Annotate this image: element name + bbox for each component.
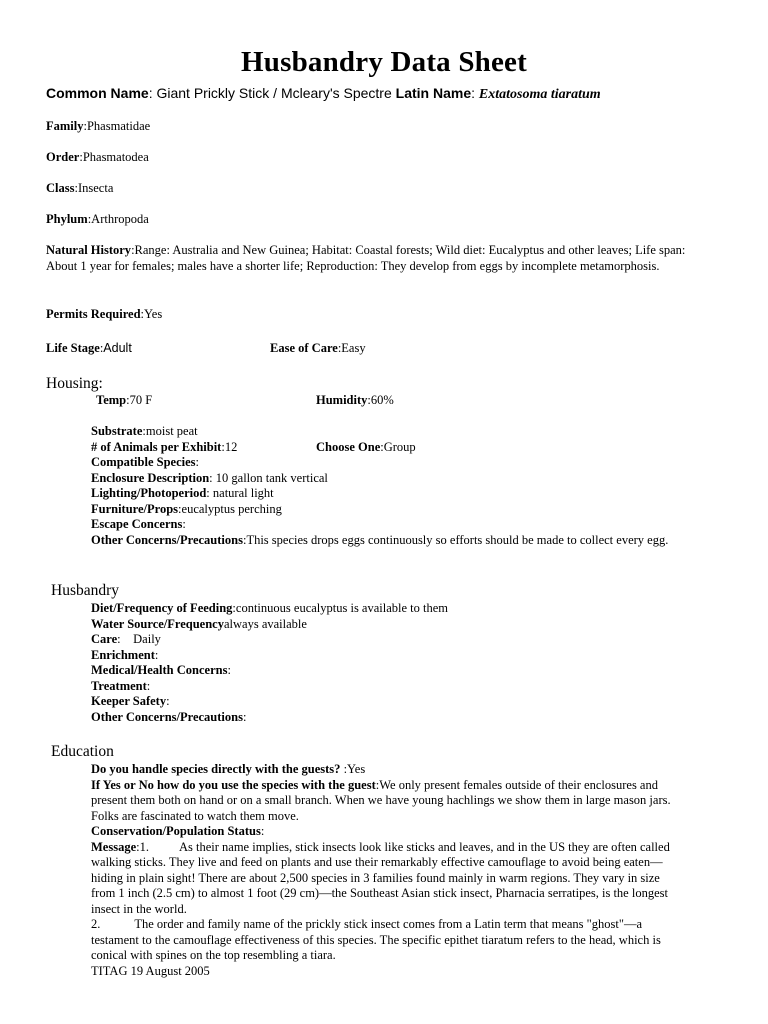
handle-row <box>91 762 681 778</box>
escape-label: Escape Concerns <box>91 517 183 531</box>
family-row: Family:Phasmatidae <box>46 119 151 133</box>
name-line: Common Name: Giant Prickly Stick / Mcleary's Spectre Latin Name: Extatosoma tiaratum <box>46 85 601 102</box>
latin-name-value: Extatosoma tiaratum <box>478 87 601 102</box>
medical-label: Medical/Health Concerns <box>91 663 228 677</box>
order-value: Phasmatodea <box>82 150 149 164</box>
lighting-row: Lighting/Photoperiod: natural light <box>91 486 274 500</box>
permits-value: Yes <box>144 307 163 321</box>
common-name-value: Giant Prickly Stick / Mcleary's Spectre <box>156 85 392 101</box>
message-2-text: The order and family name of the prickly stick insect comes from a Latin term that means "ghost"—a testament to the camouflage effectiveness of this species. The specific epithet tiaratum refers to the head, which is conical with spines on the top resembling a tiara. <box>91 917 661 962</box>
message-1-text: As their name implies, stick insects look like sticks and leaves, and in the US they are often called walking sticks. They live and feed on plants and use their remarkably effective camouflage to avoid being eaten—hiding in plain sight! There are about 2,500 species in 3 families found mainly in warm regions. They vary in size from 1 inch (2.5 cm) to almost 1 foot (29 cm)—the Southeast Asian stick insect, Pharnacia serratipes, is the longest insect in the world. <box>91 839 670 916</box>
natural-history-value: Range: Australia and New Guinea; Habitat: Coastal forests; Wild diet: Eucalyptus and other leaves; Life span: About 1 year for females; males have a shorter life; Reproduction: They develop from eggs by incomplete metamorphosis. <box>46 243 686 273</box>
enclosure-label: Enclosure Description <box>91 470 210 485</box>
enclosure-row: Enclosure Description: 10 gallon tank vertical <box>91 470 328 485</box>
housing-details <box>91 424 681 548</box>
handle-label: Do you handle species directly with the guests? <box>91 762 341 776</box>
message-1: Message:1. As their name implies, stick insects look like sticks and leaves, and in the US they are often called walking sticks. They live and feed on plants and use their remarkably effective camouflage to avoid being eaten—hiding in plain sight! There are about 2,500 species in 3 families found mainly in warm regions. They vary in size from 1 inch (2.5 cm) to almost 1 foot (29 cm)—the Southeast Asian stick insect, Pharnacia serratipes, is the longest insect in the world. <box>91 839 670 916</box>
temp-row: Temp:70 F <box>96 393 153 407</box>
permits-label: Permits Required <box>46 307 141 321</box>
permits-row: Permits Required:Yes <box>46 307 163 321</box>
enrichment-label: Enrichment <box>91 647 155 662</box>
natural-history-label: Natural History <box>46 243 132 257</box>
education-heading: Education <box>51 743 114 760</box>
message-1-number: 1. <box>139 839 149 854</box>
water-value: always available <box>223 616 307 631</box>
furniture-value: eucalyptus perching <box>181 501 282 516</box>
keeper-row: Keeper Safety: <box>91 694 170 708</box>
medical-row: Medical/Health Concerns: <box>91 663 231 677</box>
husbandry-other-label: Other Concerns/Precautions <box>91 709 243 724</box>
footer-note: TITAG 19 August 2005 <box>91 963 210 978</box>
message-2-number: 2. <box>91 917 101 931</box>
substrate-label: Substrate <box>91 424 143 438</box>
how-value: We only present females outside of their enclosures and present them both on hand or on a small branch. When we have young hachlings we show them in large mason jars. Folks are fascinated to watch them move. <box>91 777 671 823</box>
compatible-row: Compatible Species: <box>91 455 199 469</box>
diet-value: continuous eucalyptus is available to them <box>235 601 449 615</box>
class-label: Class <box>46 181 75 195</box>
humidity-value: 60% <box>370 393 394 407</box>
animals-value: 12 <box>224 439 238 454</box>
housing-other-value: This species drops eggs continuously so efforts should be made to collect every egg. <box>246 532 669 547</box>
husbandry-details <box>91 601 681 725</box>
furniture-row: Furniture/Props:eucalyptus perching <box>91 501 282 516</box>
choose-label: Choose One <box>316 439 381 454</box>
husbandry-other-row: Other Concerns/Precautions: <box>91 709 247 724</box>
housing-other-row: Other Concerns/Precautions:This species drops eggs continuously so efforts should be made to collect every egg. <box>91 532 669 547</box>
family-label: Family <box>46 119 84 133</box>
diet-row: Diet/Frequency of Feeding:continuous eucalyptus is available to them <box>91 601 449 615</box>
how-row: If Yes or No how do you use the species with the guest:We only present females outside of their enclosures and present them both on hand or on a small branch. When we have young hachlings we show them in large mason jars. Folks are fascinated to watch them move. <box>91 777 671 823</box>
choose-value: Group <box>383 439 416 454</box>
class-row: Class:Insecta <box>46 181 114 195</box>
education-details <box>91 762 681 979</box>
phylum-value: Arthropoda <box>91 212 149 226</box>
order-row: Order:Phasmatodea <box>46 150 149 164</box>
conservation-row: Conservation/Population Status: <box>91 824 265 838</box>
conservation-label: Conservation/Population Status <box>91 824 261 838</box>
ease-row: Ease of Care:Easy <box>270 341 366 355</box>
class-value: Insecta <box>77 181 114 195</box>
care-row: Care: Daily <box>91 632 161 646</box>
order-label: Order <box>46 150 80 164</box>
treatment-label: Treatment <box>91 678 147 693</box>
lighting-label: Lighting/Photoperiod <box>91 486 207 500</box>
care-value: Daily <box>120 632 161 646</box>
message-2 <box>91 917 681 964</box>
treatment-row: Treatment: <box>91 678 151 693</box>
substrate-value: moist peat <box>145 424 198 438</box>
common-name-label: Common Name <box>46 85 149 101</box>
ease-label: Ease of Care <box>270 341 338 355</box>
furniture-label: Furniture/Props <box>91 501 179 516</box>
escape-row: Escape Concerns: <box>91 517 186 531</box>
enrichment-row: Enrichment: <box>91 647 159 662</box>
humidity-label: Humidity <box>316 393 368 407</box>
choose-one: Choose One:Group <box>316 439 416 454</box>
ease-value: Easy <box>341 341 366 355</box>
message-label: Message <box>91 839 137 854</box>
animals-label: # of Animals per Exhibit <box>91 439 222 454</box>
animals-row: # of Animals per Exhibit:12 Choose One:Group <box>91 439 416 454</box>
phylum-row: Phylum:Arthropoda <box>46 212 149 226</box>
life-stage-row: Life Stage:Adult <box>46 341 132 355</box>
housing-heading: Housing: <box>46 375 103 392</box>
temp-label: Temp <box>96 393 127 407</box>
page-title: Husbandry Data Sheet <box>241 46 527 78</box>
diet-label: Diet/Frequency of Feeding <box>91 601 233 615</box>
natural-history: Natural History:Range: Australia and New Guinea; Habitat: Coastal forests; Wild diet: Eucalyptus and other leaves; Life span: About 1 year for females; males have a shorter life; Reproduction: They develop from eggs by incomplete metamorphosis. <box>46 243 686 273</box>
compatible-label: Compatible Species <box>91 455 196 469</box>
care-label: Care <box>91 632 118 646</box>
life-stage-value: Adult <box>103 341 132 355</box>
lighting-value: natural light <box>209 486 274 500</box>
handle-value: :Yes <box>340 762 366 776</box>
how-label: If Yes or No how do you use the species with the guest <box>91 777 376 792</box>
husbandry-heading: Husbandry <box>51 582 120 599</box>
latin-name-label: Latin Name <box>395 85 472 101</box>
water-label: Water Source/Frequency <box>91 616 224 631</box>
keeper-label: Keeper Safety <box>91 694 167 708</box>
temp-value: 70 F <box>129 393 153 407</box>
housing-other-label: Other Concerns/Precautions <box>91 532 243 547</box>
humidity-row: Humidity:60% <box>316 393 394 407</box>
water-row <box>91 617 681 633</box>
substrate-row: Substrate:moist peat <box>91 424 198 438</box>
enclosure-value: 10 gallon tank vertical <box>212 470 328 485</box>
life-stage-label: Life Stage <box>46 341 100 355</box>
phylum-label: Phylum <box>46 212 88 226</box>
family-value: Phasmatidae <box>86 119 151 133</box>
